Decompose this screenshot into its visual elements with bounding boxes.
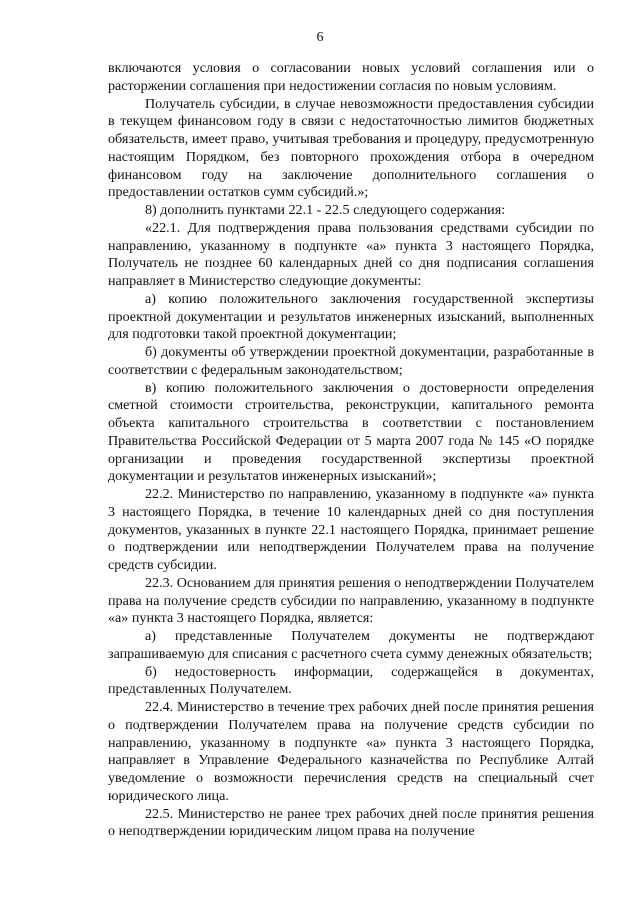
paragraph-subsidy-recipient-right: Получатель субсидии, в случае невозможности предоставления субсидии в текущем финансовом году в связи с недостаточностью лимитов бюджетных обязательств, имеет право, учитывая требования и процедуру, предусмотренную настоящим Порядком, без повторного прохождения отбора в очередном финансовом году на заключение дополнительного соглашения о предоставлении остатков сумм субсидий.»;	[108, 95, 594, 201]
page-number: 6	[316, 30, 324, 45]
paragraph-22-1: «22.1. Для подтверждения права пользования средствами субсидии по направлению, указанному в подпункте «а» пункта 3 настоящего Порядка, Получатель не позднее 60 календарных дней со дня подписания соглашения направляет в Министерство следующие документы:	[108, 219, 594, 289]
paragraph-22-1-c: в) копию положительного заключения о достоверности определения сметной стоимости строительства, реконструкции, капитального ремонта объекта капитального строительства в соответствии с постановлением Правительства Российской Федерации от 5 марта 2007 года № 145 «О порядке организации и проведения государственной экспертизы проектной документации и результатов инженерных изысканий»;	[108, 379, 594, 485]
paragraph-22-4: 22.4. Министерство в течение трех рабочих дней после принятия решения о подтверждении Получателем права на получение средств субсидии по направлению, указанному в подпункте «а» пункта 3 настоящего Порядка, направляет в Управление Федерального казначейства по Республике Алтай уведомление о возможности перечисления средств на специальный счет юридического лица.	[108, 699, 594, 804]
document-body	[108, 60, 594, 841]
paragraph-22-5: 22.5. Министерство не ранее трех рабочих дней после принятия решения о неподтверждении юридическим лицом права на получение	[108, 805, 594, 840]
paragraph-amendment-8: 8) дополнить пунктами 22.1 - 22.5 следующего содержания:	[145, 202, 506, 218]
paragraph-22-1-a: а) копию положительного заключения государственной экспертизы проектной документации и результатов инженерных изысканий, выполненных для подготовки такой проектной документации;	[108, 290, 594, 343]
paragraph-22-3: 22.3. Основанием для принятия решения о неподтверждении Получателем права на получение средств субсидии по направлению, указанному в подпункте «а» пункта 3 настоящего Порядка, является:	[108, 574, 594, 627]
paragraph-22-1-b: б) документы об утверждении проектной документации, разработанные в соответствии с федеральным законодательством;	[108, 344, 594, 378]
paragraph-22-2: 22.2. Министерство по направлению, указанному в подпункте «а» пункта 3 настоящего Порядка, в течение 10 календарных дней со дня поступления документов, указанных в пункте 22.1 настоящего Порядка, принимает решение о подтверждении или неподтверждении Получателем права на получение средств субсидии.	[108, 486, 594, 573]
paragraph-22-3-b: б) недостоверность информации, содержащейся в документах, представленных Получателем.	[108, 663, 594, 698]
paragraph-continuation: включаются условия о согласовании новых условий соглашения или о расторжении соглашения при недостижении согласия по новым условиям.	[108, 60, 594, 94]
paragraph-22-3-a: а) представленные Получателем документы не подтверждают запрашиваемую для списания с расчетного счета сумму денежных обязательств;	[108, 628, 594, 662]
